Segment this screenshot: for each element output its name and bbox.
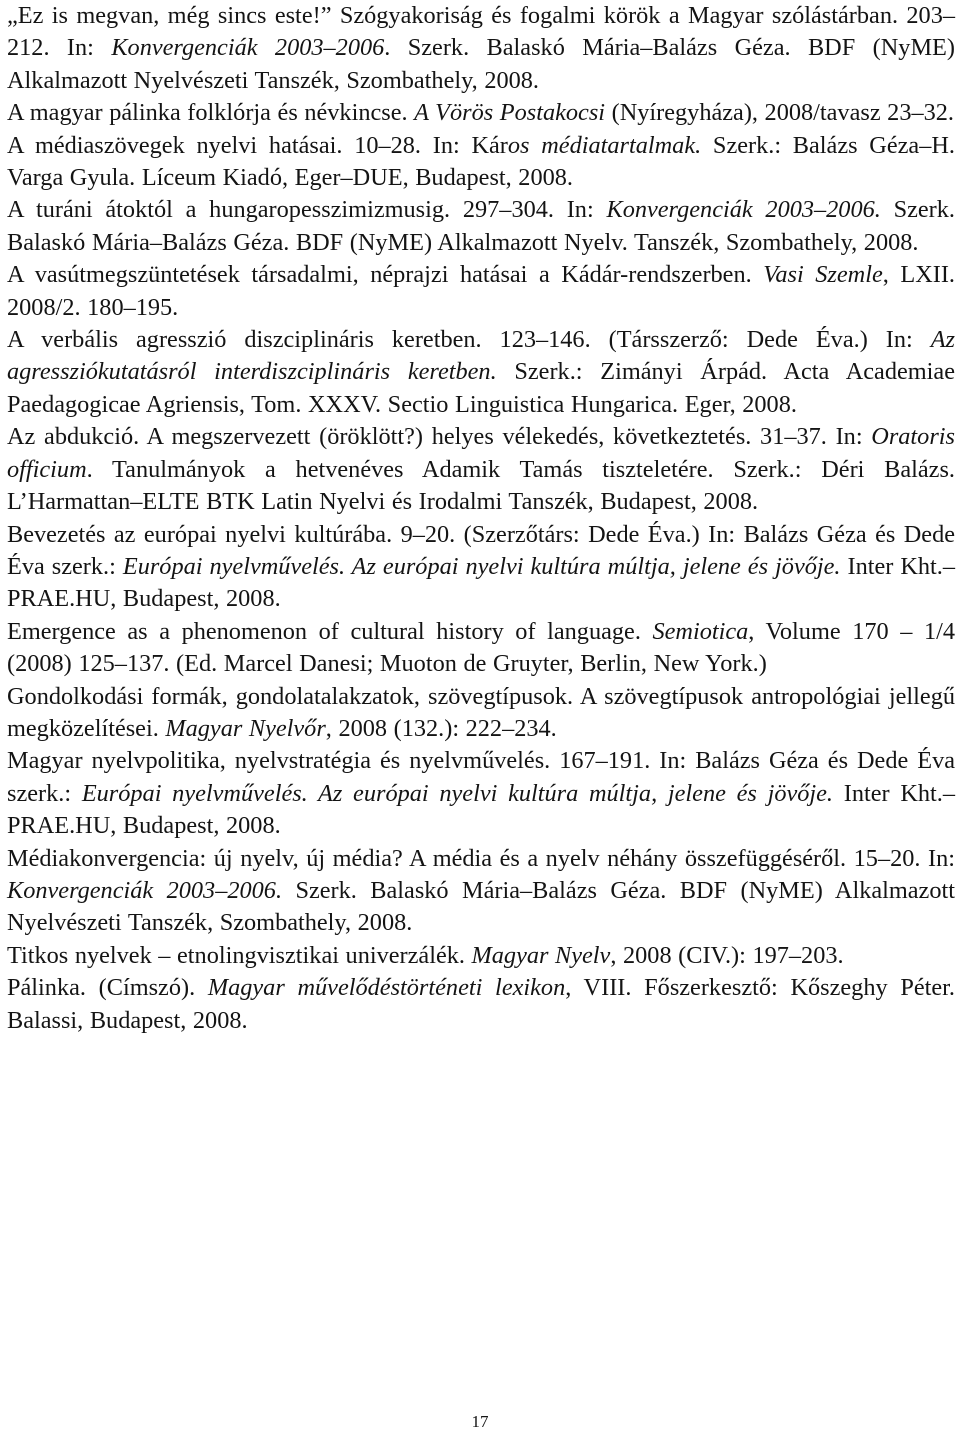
entry-italic-title: Konvergenciák 2003‒2006. <box>606 196 881 224</box>
bibliography-entry <box>7 421 955 518</box>
entry-text: Szerk.: Balázs Géza‒H. Varga Gyula. Líceum Kiadó, Eger‒DUE, Budapest, 2008. <box>7 131 955 192</box>
bibliography-entry <box>7 259 955 324</box>
entry-text: . Tanulmányok a hetvenéves Adamik Tamás tiszteletére. Szerk.: Déri Balázs. L’Harmattan‒ELTE BTK Latin Nyelvi és Irodalmi Tanszék, Budapest, 2008. <box>7 455 955 516</box>
bibliography-list <box>7 0 955 1037</box>
entry-text: A médiaszövegek nyelvi hatásai. 10‒28. In: Kár <box>7 131 508 159</box>
entry-italic-title: Magyar művelődéstörténeti lexikon <box>207 974 566 1002</box>
entry-text: , VIII. Főszerkesztő: Kőszeghy Péter. Balassi, Budapest, 2008. <box>7 974 955 1034</box>
entry-text: Az abdukció. A megszervezett (öröklött?) helyes vélekedés, következtetés. 31‒37. In: <box>7 423 872 451</box>
entry-text: „Ez is megvan, még sincs este!” Szógyakoriság és fogalmi körök a Magyar szólástárban. 203‒212. In: <box>7 2 955 62</box>
entry-text: Szerk.: Zimányi Árpád. Acta Academiae Paedagogicae Agriensis, Tom. XXXV. Sectio Linguistica Hungarica. Eger, 2008. <box>7 358 955 418</box>
bibliography-entry <box>7 681 955 746</box>
entry-text: A turáni átoktól a hungaropesszimizmusig. 297‒304. In: <box>7 196 607 224</box>
entry-text: , 2008 (CIV.): 197‒203. <box>610 941 844 969</box>
entry-text: Inter Kht.‒PRAE.HU, Budapest, 2008. <box>7 552 956 613</box>
entry-text: Szerk. Balaskó Mária‒Balázs Géza. BDF (NyME) Alkalmazott Nyelv. Tanszék, Szombathely, 2008. <box>7 196 955 256</box>
entry-italic-title: A Vörös Postakocsi <box>414 99 606 127</box>
entry-italic-title: Oratoris officium <box>7 423 955 483</box>
entry-italic-title: Európai nyelvművelés. Az európai nyelvi kultúra múltja, jelene és jövője. <box>81 779 834 807</box>
entry-text: Pálinka. (Címszó). <box>7 974 208 1002</box>
entry-text: (Nyíregyháza), 2008/tavasz 23‒32. <box>605 99 954 127</box>
entry-italic-title: os médiatartalmak. <box>507 131 702 159</box>
entry-text: , 2008 (132.): 222‒234. <box>325 714 557 742</box>
entry-italic-title: Semiotica <box>652 617 749 645</box>
entry-text: Szerk. Balaskó Mária‒Balázs Géza. BDF (NyME) Alkalmazott Nyelvészeti Tanszék, Szombathely, 2008. <box>7 876 955 937</box>
bibliography-entry <box>7 519 955 616</box>
bibliography-entry <box>7 97 955 129</box>
entry-text: A magyar pálinka folklórja és névkincse. <box>7 99 415 127</box>
entry-text: , LXII. 2008/2. 180‒195. <box>7 261 956 321</box>
entry-text: Gondolkodási formák, gondolatalakzatok, szövegtípusok. A szövegtípusok antropológiai jellegű megközelítései. <box>7 682 955 742</box>
bibliography-entry <box>7 843 955 940</box>
entry-italic-title: Konvergenciák 2003‒2006. <box>7 876 283 904</box>
bibliography-entry <box>7 972 955 1037</box>
entry-text: Inter Kht.‒PRAE.HU, Budapest, 2008. <box>7 779 955 840</box>
bibliography-entry <box>7 324 955 421</box>
entry-text: . Szerk. Balaskó Mária‒Balázs Géza. BDF (NyME) Alkalmazott Nyelvészeti Tanszék, Szombathely, 2008. <box>7 34 955 94</box>
entry-italic-title: Európai nyelvművelés. Az európai nyelvi kultúra múltja, jelene és jövője. <box>122 552 841 580</box>
entry-text: Emergence as a phenomenon of cultural history of language. <box>7 617 653 645</box>
entry-text: Bevezetés az európai nyelvi kultúrába. 9‒20. (Szerzőtárs: Dede Éva.) In: Balázs Géza és Dede Éva szerk.: <box>7 520 955 580</box>
entry-text: Magyar nyelvpolitika, nyelvstratégia és nyelvművelés. 167‒191. In: Balázs Géza és Dede Éva szerk.: <box>7 747 955 807</box>
entry-text: A vasútmegszüntetések társadalmi, néprajzi hatásai a Kádár-rendszerben. <box>7 261 764 289</box>
bibliography-entry <box>7 940 955 972</box>
entry-italic-title: Vasi Szemle <box>763 261 883 289</box>
bibliography-entry <box>7 616 955 681</box>
bibliography-entry <box>7 0 955 97</box>
page-number: 17 <box>471 1412 489 1431</box>
entry-text: Médiakonvergencia: új nyelv, új média? A média és a nyelv néhány összefüggéséről. 15‒20. In: <box>7 844 955 872</box>
bibliography-entry <box>7 194 955 259</box>
entry-italic-title: Konvergenciák 2003‒2006 <box>111 34 385 62</box>
entry-text: , Volume 170 ‒ 1/4 (2008) 125‒137. (Ed. Marcel Danesi; Muoton de Gruyter, Berlin, New York.) <box>7 617 955 678</box>
entry-italic-title: Magyar Nyelv <box>471 941 611 969</box>
entry-italic-title: Magyar Nyelvőr <box>165 714 326 742</box>
entry-italic-title: Az agressziókutatásról interdiszciplináris keretben. <box>7 326 955 386</box>
bibliography-entry <box>7 130 955 195</box>
bibliography-entry <box>7 745 955 842</box>
entry-text: Titkos nyelvek ‒ etnolingvisztikai univerzálék. <box>7 941 472 969</box>
entry-text: A verbális agresszió diszciplináris keretben. 123‒146. (Társszerző: Dede Éva.) In: <box>7 326 931 354</box>
